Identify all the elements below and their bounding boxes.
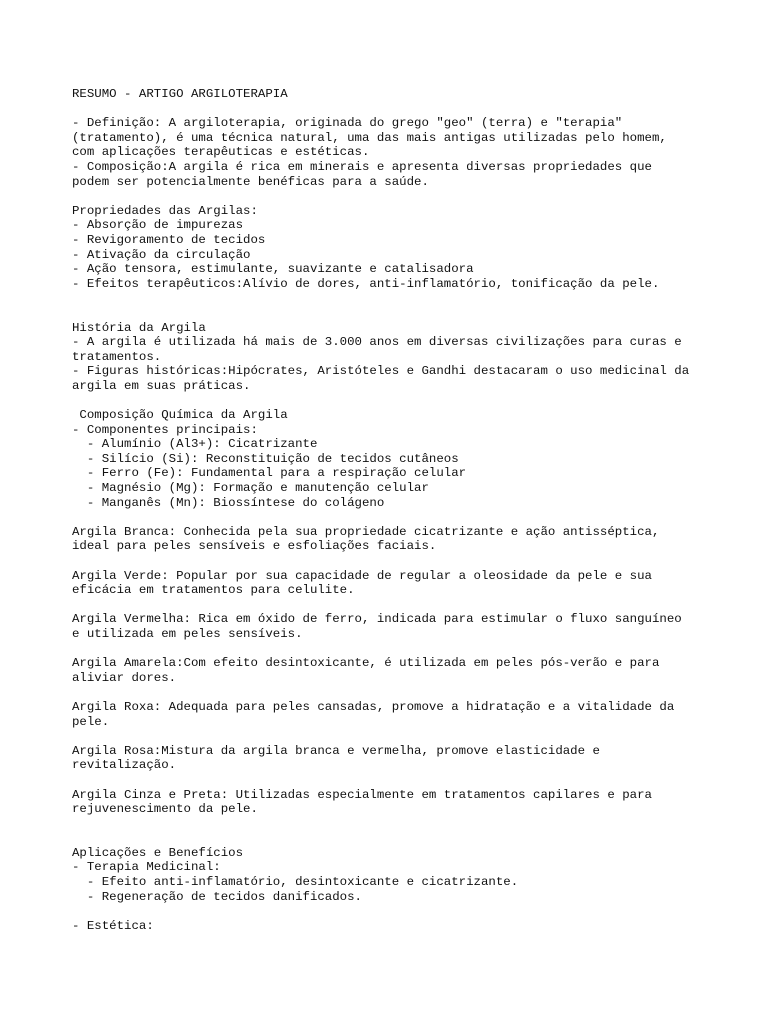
document-line: aliviar dores. [72,670,177,685]
document-line: - Estética: [72,918,154,933]
document-line: Argila Vermelha: Rica em óxido de ferro, indicada para estimular o fluxo sanguíneo [72,612,682,627]
document-line: - Ação tensora, estimulante, suavizante e catalisadora [72,262,474,277]
document-line: - Manganês (Mn): Biossíntese do colágeno [72,495,385,510]
document-line: Argila Roxa: Adequada para peles cansadas, promove a hidratação e a vitalidade da [72,699,675,714]
blank-line [72,393,732,408]
document-line: (tratamento), é uma técnica natural, uma das mais antigas utilizadas pelo homem, [72,130,667,145]
document-line: - Ativação da circulação [72,247,251,262]
document-line: Argila Verde: Popular por sua capacidade de regular a oleosidade da pele e sua [72,568,652,583]
blank-line [72,189,732,204]
blank-line [72,510,732,525]
document-line: e utilizada em peles sensíveis. [72,626,303,641]
blank-line [72,904,732,919]
document-line: História da Argila [72,320,206,335]
document-line: - Efeito anti-inflamatório, desintoxicante e cicatrizante. [72,875,519,890]
document-line: argila em suas práticas. [72,378,251,393]
document-line: - Terapia Medicinal: [72,860,221,875]
document-line: rejuvenescimento da pele. [72,802,258,817]
document-line: tratamentos. [72,349,162,364]
document-line: Argila Branca: Conhecida pela sua propriedade cicatrizante e ação antisséptica, [72,524,660,539]
document-line: - Silício (Si): Reconstituição de tecidos cutâneos [72,451,459,466]
document-line: ideal para peles sensíveis e esfoliações faciais. [72,539,437,554]
document-line: com aplicações terapêuticas e estéticas. [72,145,370,160]
blank-line [72,831,732,846]
blank-line [72,773,732,788]
document-line: - Ferro (Fe): Fundamental para a respiração celular [72,466,467,481]
document-line: Composição Química da Argila [72,408,288,423]
blank-line [72,554,732,569]
document-line: Propriedades das Argilas: [72,203,258,218]
document-line: revitalização. [72,758,177,773]
document-line: pele. [72,714,110,729]
blank-line [72,685,732,700]
document-line: - Absorção de impurezas [72,218,244,233]
document-line: - A argila é utilizada há mais de 3.000 anos em diversas civilizações para curas e [72,335,682,350]
document-line: - Regeneração de tecidos danificados. [72,889,362,904]
document-line: Argila Rosa:Mistura da argila branca e vermelha, promove elasticidade e [72,743,600,758]
blank-line [72,642,732,657]
blank-line [72,817,732,832]
document-line: - Definição: A argiloterapia, originada do grego "geo" (terra) e "terapia" [72,116,623,131]
document-line: RESUMO - ARTIGO ARGILOTERAPIA [72,87,288,101]
blank-line [72,291,732,306]
document-line: eficácia em tratamentos para celulite. [72,583,355,598]
document-line: - Alumínio (Al3+): Cicatrizante [72,437,318,452]
document-line: - Revigoramento de tecidos [72,232,266,247]
blank-line [72,306,732,321]
document-line: - Componentes principais: [72,422,258,437]
document-line: podem ser potencialmente benéficas para a saúde. [72,174,429,189]
document-line: - Efeitos terapêuticos:Alívio de dores, anti-inflamatório, tonificação da pele. [72,276,660,291]
document-page [72,87,732,933]
document-line: Argila Cinza e Preta: Utilizadas especialmente em tratamentos capilares e para [72,787,652,802]
blank-line [72,729,732,744]
document-line: Argila Amarela:Com efeito desintoxicante, é utilizada em peles pós-verão e para [72,656,660,671]
blank-line [72,598,732,613]
document-line: - Figuras históricas:Hipócrates, Aristóteles e Gandhi destacaram o uso medicinal da [72,364,690,379]
document-line: - Magnésio (Mg): Formação e manutenção celular [72,481,429,496]
blank-line [72,102,732,117]
document-line: Aplicações e Benefícios [72,845,244,860]
document-line: - Composição:A argila é rica em minerais e apresenta diversas propriedades que [72,159,652,174]
